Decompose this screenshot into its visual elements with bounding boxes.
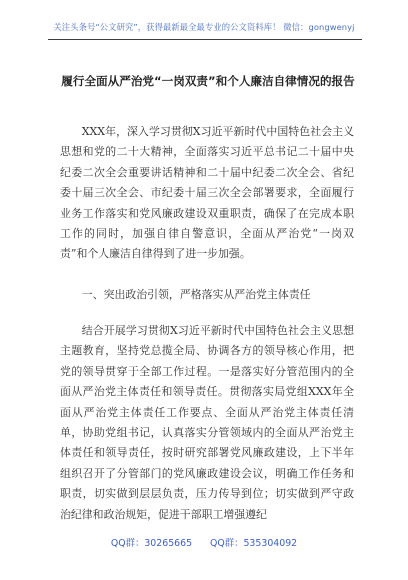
body-paragraph: XXX年，深入学习贯彻X习近平新时代中国特色社会主义思想和党的二十大精神，全面落实习近平总书记二十届中央纪委二次全会重要讲话精神和二十届中纪委二次全会、省纪委十届三次全会、市纪委十届三次全会部署要求，全面履行业务工作落实和党风廉政建设双重职责，确保了在完成本职工作的同时，加强自律自警意识，全面从严治党“一岗双责”和个人廉洁自律得到了进一步加强。 [60, 125, 354, 261]
footer [0, 535, 408, 549]
footer-qq-group-1: QQ群：30265665 [110, 538, 193, 549]
document-title: 履行全面从严治党“一岗双责”和个人廉洁自律情况的报告 [61, 74, 355, 88]
footer-qq-group-2: QQ群：535304092 [209, 538, 298, 549]
body-paragraph: 结合开展学习贯彻X习近平新时代中国特色社会主义思想主题教育，坚持党总揽全局、协调各方的领导核心作用，把党的领导贯穿于全部工作过程。一是落实好分管范围内的全面从严治党主体责任和领导责任。贯彻落实局党组XXX年全面从严治党主体责任工作要点、全面从严治党主体责任清单，协助党组书记，认真落实分管领域内的全面从严治党主体责任和领导责任，按时研究部署党风廉政建设，上下半年组织召开了分管部门的党风廉政建设会议，明确工作任务和职责，切实做到层层负责，压力传导到位；切实做到严守政治纪律和政治规矩，促进干部职工增强遵纪 [60, 324, 354, 521]
header-banner: 关注头条号“公文研究”，获得最新最全最专业的公文资料库！ 微信：gongwenyj [53, 22, 355, 32]
section-heading: 一、突出政治引领，严格落实从严治党主体责任 [81, 288, 311, 301]
header-divider [48, 39, 362, 40]
